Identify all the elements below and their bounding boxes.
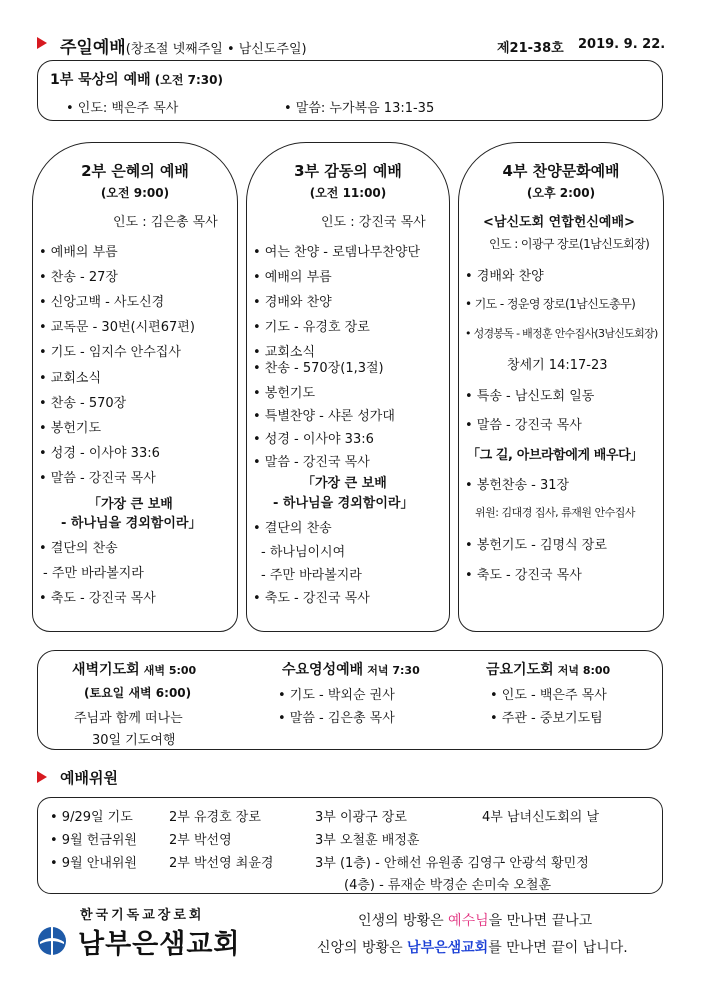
org-name: 한국기독교장로회 [80, 908, 205, 923]
service4-offering: • 봉헌찬송 - 31장 [465, 478, 570, 493]
service2-title: 2부 은혜의 예배 [81, 162, 189, 180]
service3-closing: - 하나님이시여 [261, 545, 346, 560]
service3-sermon-title-1: 「가장 큰 보배 [302, 476, 387, 491]
service1-box [37, 60, 663, 121]
committee-cell: 2부 박선영 [169, 833, 232, 848]
motto-line-2: 신앙의 방황은 남부은샘교회를 만나면 끝이 납니다. [317, 940, 628, 956]
service3-sermon-title-2: - 하나님을 경외함이라」 [273, 496, 414, 511]
service2-item: • 교독문 - 30번(시편67편) [39, 320, 195, 335]
service1-sermon: • 말씀: 누가복음 13:1-35 [284, 101, 435, 116]
page-subtitle: (창조절 넷째주일 • 남신도주일) [125, 42, 307, 57]
committee-cell: 3부 (1층) - 안해선 유원종 김영구 안광석 황민정 [315, 856, 589, 871]
header-title-line [60, 33, 307, 58]
service3-item: • 찬송 - 570장(1,3절) [253, 361, 384, 376]
committee-label: • 9/29일 기도 [50, 810, 133, 825]
service3-closing: • 축도 - 강진국 목사 [253, 591, 370, 606]
service4-closing: • 봉헌기도 - 김명식 장로 [465, 538, 607, 553]
page-title: 주일예배 [60, 38, 126, 58]
service3-item: • 봉헌기도 [253, 386, 316, 401]
service4-time: (오후 2:00) [526, 186, 596, 200]
service3-item: • 교회소식 [253, 345, 316, 360]
service2-closing: • 결단의 찬송 [39, 541, 118, 556]
service2-closing: - 주만 바라볼지라 [43, 566, 144, 581]
service2-item: • 봉헌기도 [39, 421, 102, 436]
fri-heading [486, 659, 610, 679]
dawn-note-2: 30일 기도여행 [92, 733, 176, 748]
service4-scripture: 창세기 14:17-23 [507, 358, 608, 373]
issue-date: 2019. 9. 22. [578, 37, 666, 52]
service4-item: • 경배와 찬양 [465, 269, 544, 284]
church-name: 남부은샘교회 [78, 929, 241, 960]
service2-item: • 교회소식 [39, 371, 102, 386]
service2-column [32, 142, 238, 632]
service4-closing: • 축도 - 강진국 목사 [465, 568, 582, 583]
committee-label: • 9월 헌금위원 [50, 833, 137, 848]
service2-item: • 신앙고백 - 사도신경 [39, 295, 165, 310]
service3-item: • 특별찬양 - 샤론 성가대 [253, 409, 395, 424]
fri-title: 금요기도회 [486, 662, 554, 678]
service3-item: • 기도 - 유경호 장로 [253, 320, 370, 335]
issue-number: 제21-38호 [497, 41, 564, 56]
motto-highlight-church: 남부은샘교회 [407, 940, 489, 956]
church-logo-icon [37, 926, 67, 956]
wed-time: 저녁 7:30 [367, 664, 420, 677]
service1-time: (오전 7:30) [154, 73, 223, 87]
service4-item2: • 말씀 - 강진국 목사 [465, 418, 582, 433]
service4-sermon-title: 「그 길, 아브라함에게 배우다」 [467, 448, 643, 463]
service3-item: • 경배와 찬양 [253, 295, 332, 310]
service4-leader: 인도 : 이광구 장로(1남신도회장) [489, 237, 650, 251]
service1-heading [50, 69, 223, 89]
service3-closing: - 주만 바라볼지라 [261, 568, 362, 583]
wed-item: • 말씀 - 김은총 목사 [278, 711, 395, 726]
fri-time: 저녁 8:00 [557, 664, 611, 677]
wed-item: • 기도 - 박외순 권사 [278, 688, 395, 703]
weekday-box [37, 650, 663, 750]
dawn-saturday: (토요일 새벽 6:00) [84, 686, 192, 700]
service2-item: • 기도 - 임지수 안수집사 [39, 345, 181, 360]
service2-item: • 찬송 - 27장 [39, 270, 118, 285]
service2-item: • 말씀 - 강진국 목사 [39, 471, 156, 486]
service4-column [458, 142, 664, 632]
service3-item: • 여는 찬양 - 로뎀나무찬양단 [253, 245, 421, 260]
committee-row4: (4층) - 류재순 박경순 손미숙 오철훈 [344, 878, 552, 893]
service3-item: • 말씀 - 강진국 목사 [253, 455, 370, 470]
committee-cell: 4부 남녀신도회의 날 [482, 810, 599, 825]
service2-item: • 예배의 부름 [39, 245, 118, 260]
fri-item: • 주관 - 중보기도팀 [490, 711, 603, 726]
service3-column [246, 142, 450, 632]
service3-item: • 성경 - 이사야 33:6 [253, 432, 374, 447]
service3-title: 3부 감동의 예배 [294, 162, 402, 180]
service4-item: • 성경봉독 - 배정훈 안수집사(3남신도회장) [465, 327, 658, 340]
committee-bullet-icon [37, 771, 47, 783]
service2-time: (오전 9:00) [100, 186, 170, 200]
service2-item: • 성경 - 이사야 33:6 [39, 446, 160, 461]
service3-leader: 인도 : 강진국 목사 [321, 215, 426, 230]
service3-closing: • 결단의 찬송 [253, 521, 332, 536]
service2-closing: • 축도 - 강진국 목사 [39, 591, 156, 606]
service4-item: • 기도 - 정운영 장로(1남신도총무) [465, 297, 636, 311]
committee-cell: 3부 오철훈 배정훈 [315, 833, 420, 848]
dawn-note-1: 주님과 함께 떠나는 [74, 711, 183, 726]
motto-highlight-jesus: 예수님 [448, 913, 489, 929]
service4-title: 4부 찬양문화예배 [502, 162, 620, 180]
committee-cell: 2부 박선영 최윤경 [169, 856, 274, 871]
service4-item2: • 특송 - 남신도회 일동 [465, 389, 595, 404]
committee-cell: 3부 이광구 장로 [315, 810, 407, 825]
wed-heading [282, 659, 420, 679]
service2-sermon-title-2: - 하나님을 경외함이라」 [61, 516, 202, 531]
service4-subtitle: <남신도회 연합헌신예배> [483, 215, 635, 230]
committee-box [37, 797, 663, 894]
service2-leader: 인도 : 김은총 목사 [113, 215, 218, 230]
committee-heading: 예배위원 [60, 769, 118, 787]
fri-item: • 인도 - 백은주 목사 [490, 688, 607, 703]
dawn-heading [72, 659, 196, 679]
service3-item: • 예배의 부름 [253, 270, 332, 285]
service3-time: (오전 11:00) [309, 186, 387, 200]
service2-item: • 찬송 - 570장 [39, 396, 127, 411]
wed-title: 수요영성예배 [282, 662, 364, 678]
dawn-time: 새벽 5:00 [143, 664, 197, 677]
service4-offering-members: 위원: 김대경 집사, 류재원 안수집사 [475, 506, 635, 519]
dawn-title: 새벽기도회 [72, 662, 140, 678]
committee-label: • 9월 안내위원 [50, 856, 137, 871]
service1-leader: • 인도: 백은주 목사 [66, 101, 179, 116]
motto-line-1: 인생의 방황은 예수님을 만나면 끝나고 [358, 913, 593, 929]
header-bullet-icon [37, 37, 47, 49]
committee-cell: 2부 유경호 장로 [169, 810, 261, 825]
service2-sermon-title-1: 「가장 큰 보배 [88, 497, 173, 512]
service1-title: 1부 묵상의 예배 [50, 72, 151, 88]
